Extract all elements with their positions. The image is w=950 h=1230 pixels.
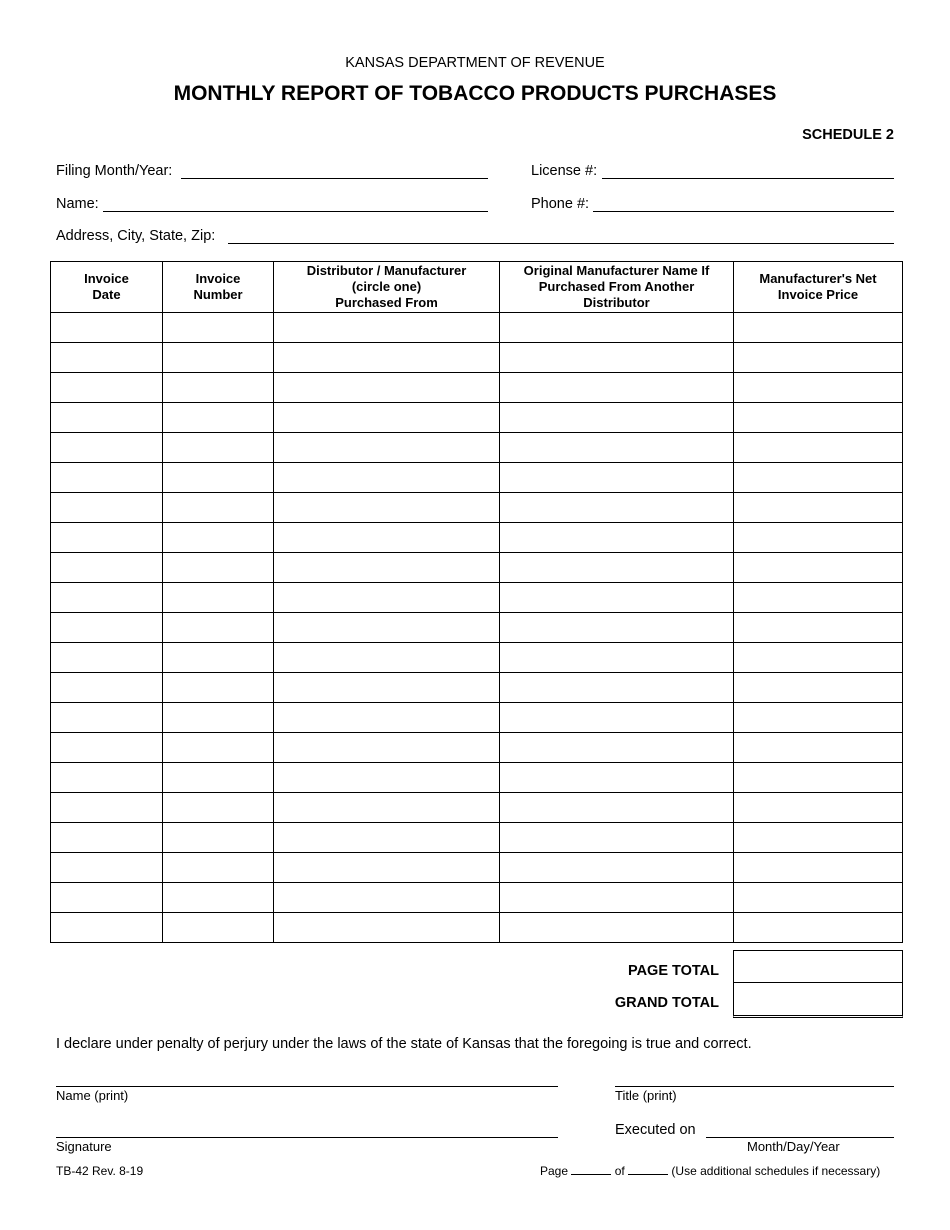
invoice-number-cell[interactable] — [163, 373, 274, 403]
table-row — [51, 553, 903, 583]
table-row — [51, 463, 903, 493]
invoice-date-cell[interactable] — [51, 553, 163, 583]
distributor-manufacturer-cell[interactable] — [274, 763, 500, 793]
page-total-count-field[interactable] — [628, 1164, 668, 1175]
table-header-row — [51, 262, 903, 313]
table-row — [51, 763, 903, 793]
invoice-number-cell[interactable] — [163, 853, 274, 883]
invoice-date-cell[interactable] — [51, 403, 163, 433]
col-net-invoice-price: Manufacturer's Net Invoice Price — [734, 262, 903, 313]
net-invoice-price-cell[interactable] — [734, 583, 903, 613]
purchases-table — [50, 261, 903, 943]
distributor-manufacturer-cell[interactable] — [274, 673, 500, 703]
invoice-number-cell[interactable] — [163, 583, 274, 613]
name-field[interactable] — [103, 211, 488, 212]
original-manufacturer-cell[interactable] — [500, 673, 734, 703]
table-row — [51, 403, 903, 433]
name-print-label: Name (print) — [56, 1088, 129, 1103]
net-invoice-price-cell[interactable] — [734, 463, 903, 493]
invoice-number-cell[interactable] — [163, 703, 274, 733]
table-row — [51, 853, 903, 883]
invoice-date-cell[interactable] — [51, 463, 163, 493]
grand-total-field[interactable] — [733, 982, 903, 1018]
original-manufacturer-cell[interactable] — [500, 403, 734, 433]
address-label: Address, City, State, Zip: — [56, 228, 216, 244]
col-invoice-number: Invoice Number — [163, 262, 274, 313]
invoice-number-cell[interactable] — [163, 883, 274, 913]
distributor-manufacturer-cell[interactable] — [274, 463, 500, 493]
invoice-number-cell[interactable] — [163, 793, 274, 823]
distributor-manufacturer-cell[interactable] — [274, 553, 500, 583]
filing-month-year-label: Filing Month/Year: — [56, 163, 173, 179]
original-manufacturer-cell[interactable] — [500, 793, 734, 823]
invoice-date-cell[interactable] — [51, 673, 163, 703]
title-print-field[interactable] — [615, 1086, 894, 1087]
net-invoice-price-cell[interactable] — [734, 703, 903, 733]
invoice-date-cell[interactable] — [51, 583, 163, 613]
table-row — [51, 343, 903, 373]
distributor-manufacturer-cell[interactable] — [274, 373, 500, 403]
invoice-number-cell[interactable] — [163, 553, 274, 583]
distributor-manufacturer-cell[interactable] — [274, 913, 500, 943]
invoice-number-cell[interactable] — [163, 313, 274, 343]
executed-on-label: Executed on — [615, 1122, 696, 1138]
invoice-date-cell[interactable] — [51, 523, 163, 553]
invoice-number-cell[interactable] — [163, 613, 274, 643]
license-label: License #: — [531, 163, 598, 179]
distributor-manufacturer-cell[interactable] — [274, 493, 500, 523]
original-manufacturer-cell[interactable] — [500, 913, 734, 943]
table-row — [51, 823, 903, 853]
department-name: KANSAS DEPARTMENT OF REVENUE — [345, 55, 605, 71]
invoice-date-cell[interactable] — [51, 793, 163, 823]
distributor-manufacturer-cell[interactable] — [274, 403, 500, 433]
distributor-manufacturer-cell[interactable] — [274, 613, 500, 643]
net-invoice-price-cell[interactable] — [734, 673, 903, 703]
filing-month-year-field[interactable] — [181, 178, 488, 179]
original-manufacturer-cell[interactable] — [500, 583, 734, 613]
invoice-date-cell[interactable] — [51, 313, 163, 343]
distributor-manufacturer-cell[interactable] — [274, 643, 500, 673]
additional-schedules-note: (Use additional schedules if necessary) — [671, 1164, 881, 1178]
original-manufacturer-cell[interactable] — [500, 433, 734, 463]
invoice-number-cell[interactable] — [163, 433, 274, 463]
title-print-label: Title (print) — [615, 1088, 677, 1103]
net-invoice-price-cell[interactable] — [734, 853, 903, 883]
original-manufacturer-cell[interactable] — [500, 523, 734, 553]
distributor-manufacturer-cell[interactable] — [274, 583, 500, 613]
col-invoice-date: Invoice Date — [51, 262, 163, 313]
invoice-date-cell[interactable] — [51, 493, 163, 523]
table-row — [51, 733, 903, 763]
net-invoice-price-cell[interactable] — [734, 553, 903, 583]
distributor-manufacturer-cell[interactable] — [274, 343, 500, 373]
distributor-manufacturer-cell[interactable] — [274, 793, 500, 823]
net-invoice-price-cell[interactable] — [734, 733, 903, 763]
net-invoice-price-cell[interactable] — [734, 373, 903, 403]
original-manufacturer-cell[interactable] — [500, 613, 734, 643]
phone-field[interactable] — [593, 211, 894, 212]
invoice-date-cell[interactable] — [51, 373, 163, 403]
invoice-number-cell[interactable] — [163, 493, 274, 523]
invoice-date-cell[interactable] — [51, 883, 163, 913]
table-row — [51, 883, 903, 913]
net-invoice-price-cell[interactable] — [734, 523, 903, 553]
col-original-manufacturer: Original Manufacturer Name If Purchased From Another Distributor — [500, 262, 734, 313]
distributor-manufacturer-cell[interactable] — [274, 733, 500, 763]
original-manufacturer-cell[interactable] — [500, 763, 734, 793]
invoice-number-cell[interactable] — [163, 913, 274, 943]
original-manufacturer-cell[interactable] — [500, 733, 734, 763]
distributor-manufacturer-cell[interactable] — [274, 433, 500, 463]
table-row — [51, 313, 903, 343]
invoice-number-cell[interactable] — [163, 763, 274, 793]
original-manufacturer-cell[interactable] — [500, 493, 734, 523]
invoice-date-cell[interactable] — [51, 823, 163, 853]
table-row — [51, 523, 903, 553]
license-field[interactable] — [602, 178, 894, 179]
month-day-year-label: Month/Day/Year — [747, 1139, 840, 1154]
invoice-number-cell[interactable] — [163, 343, 274, 373]
net-invoice-price-cell[interactable] — [734, 883, 903, 913]
original-manufacturer-cell[interactable] — [500, 853, 734, 883]
invoice-number-cell[interactable] — [163, 403, 274, 433]
invoice-number-cell[interactable] — [163, 463, 274, 493]
original-manufacturer-cell[interactable] — [500, 553, 734, 583]
phone-label: Phone #: — [531, 196, 590, 212]
invoice-number-cell[interactable] — [163, 523, 274, 553]
net-invoice-price-cell[interactable] — [734, 793, 903, 823]
table-row — [51, 583, 903, 613]
net-invoice-price-cell[interactable] — [734, 313, 903, 343]
invoice-date-cell[interactable] — [51, 343, 163, 373]
distributor-manufacturer-cell[interactable] — [274, 853, 500, 883]
net-invoice-price-cell[interactable] — [734, 433, 903, 463]
invoice-date-cell[interactable] — [51, 913, 163, 943]
invoice-date-cell[interactable] — [51, 853, 163, 883]
net-invoice-price-cell[interactable] — [734, 823, 903, 853]
invoice-date-cell[interactable] — [51, 763, 163, 793]
original-manufacturer-cell[interactable] — [500, 883, 734, 913]
executed-on-field[interactable] — [706, 1137, 894, 1138]
table-row — [51, 793, 903, 823]
original-manufacturer-cell[interactable] — [500, 463, 734, 493]
table-row — [51, 493, 903, 523]
net-invoice-price-cell[interactable] — [734, 493, 903, 523]
original-manufacturer-cell[interactable] — [500, 823, 734, 853]
original-manufacturer-cell[interactable] — [500, 643, 734, 673]
net-invoice-price-cell[interactable] — [734, 763, 903, 793]
invoice-number-cell[interactable] — [163, 823, 274, 853]
grand-total-label: GRAND TOTAL — [614, 995, 719, 1011]
page-label: Page — [540, 1164, 569, 1178]
invoice-date-cell[interactable] — [51, 703, 163, 733]
address-field[interactable] — [228, 243, 894, 244]
distributor-manufacturer-cell[interactable] — [274, 313, 500, 343]
original-manufacturer-cell[interactable] — [500, 703, 734, 733]
distributor-manufacturer-cell[interactable] — [274, 523, 500, 553]
invoice-number-cell[interactable] — [163, 673, 274, 703]
invoice-date-cell[interactable] — [51, 733, 163, 763]
signature-field[interactable] — [56, 1137, 558, 1138]
form-title: MONTHLY REPORT OF TOBACCO PRODUCTS PURCHASES — [173, 82, 777, 105]
original-manufacturer-cell[interactable] — [500, 313, 734, 343]
schedule-label: SCHEDULE 2 — [802, 127, 894, 143]
page-total-label: PAGE TOTAL — [627, 963, 719, 979]
table-row — [51, 703, 903, 733]
page-number-field[interactable] — [571, 1164, 611, 1175]
invoice-date-cell[interactable] — [51, 613, 163, 643]
net-invoice-price-cell[interactable] — [734, 343, 903, 373]
of-label: of — [614, 1164, 625, 1178]
invoice-number-cell[interactable] — [163, 643, 274, 673]
net-invoice-price-cell[interactable] — [734, 913, 903, 943]
net-invoice-price-cell[interactable] — [734, 403, 903, 433]
col-distributor-manufacturer: Distributor / Manufacturer (circle one) Purchased From — [274, 262, 500, 313]
invoice-date-cell[interactable] — [51, 433, 163, 463]
form-id: TB-42 Rev. 8-19 — [56, 1164, 144, 1178]
page-total-field[interactable] — [733, 950, 903, 983]
declaration-text: I declare under penalty of perjury under the laws of the state of Kansas that the foregoing is true and correct. — [56, 1036, 752, 1052]
name-label: Name: — [56, 196, 99, 212]
original-manufacturer-cell[interactable] — [500, 343, 734, 373]
table-row — [51, 673, 903, 703]
signature-label: Signature — [56, 1139, 112, 1154]
page-count-line — [540, 1164, 880, 1178]
table-row — [51, 913, 903, 943]
invoice-date-cell[interactable] — [51, 643, 163, 673]
table-row — [51, 373, 903, 403]
distributor-manufacturer-cell[interactable] — [274, 823, 500, 853]
table-row — [51, 613, 903, 643]
name-print-field[interactable] — [56, 1086, 558, 1087]
table-row — [51, 433, 903, 463]
table-row — [51, 643, 903, 673]
original-manufacturer-cell[interactable] — [500, 373, 734, 403]
distributor-manufacturer-cell[interactable] — [274, 703, 500, 733]
distributor-manufacturer-cell[interactable] — [274, 883, 500, 913]
net-invoice-price-cell[interactable] — [734, 643, 903, 673]
net-invoice-price-cell[interactable] — [734, 613, 903, 643]
invoice-number-cell[interactable] — [163, 733, 274, 763]
